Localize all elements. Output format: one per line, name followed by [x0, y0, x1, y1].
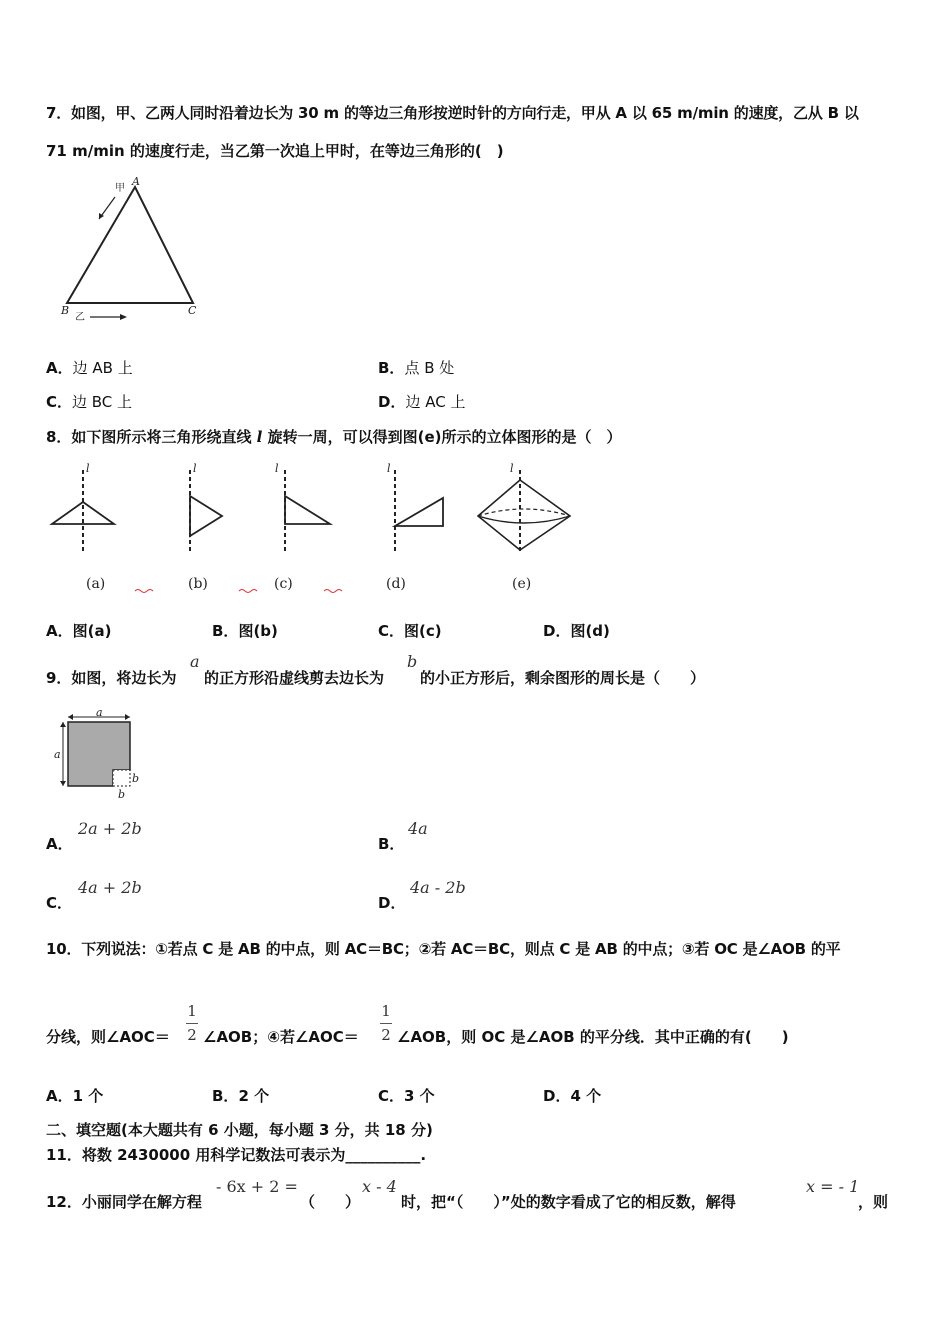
q10-frac2-den: 2: [381, 1026, 391, 1044]
q12-paren: （ ）: [300, 1193, 361, 1211]
q8-caption-b: (b): [188, 576, 208, 592]
q10-option-d[interactable]: D．4 个: [543, 1087, 602, 1105]
section-2-title: 二、填空题(本大题共有 6 小题，每小题 3 分，共 18 分): [46, 1121, 433, 1139]
q8-caption-e: (e): [512, 576, 532, 592]
q9-label-right: b: [132, 772, 140, 785]
q9-option-d-key: D．: [378, 894, 406, 912]
q12-eq-left: - 6x + 2 =: [216, 1177, 298, 1196]
q10-stem-line1: 10．下列说法：①若点 C 是 AB 的中点，则 AC＝BC；②若 AC＝BC，则点 C 是 AB 的中点；③若 OC 是∠AOB 的平: [46, 940, 841, 958]
q12-stem-part1: 12．小丽同学在解方程: [46, 1193, 202, 1211]
q12-solution: x = - 1: [806, 1177, 860, 1196]
q7-option-c[interactable]: C．边 BC 上: [46, 393, 133, 411]
q7-label-yi: 乙: [75, 312, 85, 323]
q8-figure-e: [478, 462, 570, 552]
q9-option-a-key: A．: [46, 835, 73, 853]
q9-option-c[interactable]: 4a + 2b: [78, 878, 142, 897]
q7-label-C: C: [188, 304, 197, 317]
q9-var-a: a: [190, 652, 200, 671]
q10-frac2-num: 1: [381, 1002, 391, 1020]
q8-figure-d: [387, 462, 443, 552]
q7-option-a[interactable]: A．边 AB 上: [46, 359, 133, 377]
q8-axis-label-a: l: [86, 462, 90, 475]
q9-option-c-key: C．: [46, 894, 73, 912]
q7-triangle-figure: [55, 175, 210, 325]
q7-stem-line2: 71 m/min 的速度行走，当乙第一次追上甲时，在等边三角形的( ): [46, 142, 504, 160]
q8-figure-b: [190, 462, 222, 552]
q12-stem-part2: 时，把“（ ）”处的数字看成了它的相反数，解得: [401, 1193, 736, 1211]
q8-squiggle-1: [135, 590, 153, 593]
q7-option-d[interactable]: D．边 AC 上: [378, 393, 466, 411]
q7-yi-arrowhead: [120, 314, 127, 320]
q9-option-a[interactable]: 2a + 2b: [78, 819, 142, 838]
q7-label-A: A: [132, 175, 140, 188]
q10-stem-part-b: ∠AOB；④若∠AOC＝: [203, 1028, 359, 1046]
q12-stem-part3: ，则: [858, 1193, 889, 1211]
q9-stem-part2: 的正方形沿虚线剪去边长为: [204, 669, 385, 687]
q7-option-b[interactable]: B．点 B 处: [378, 359, 455, 377]
q9-option-b-key: B．: [378, 835, 405, 853]
q10-frac2-line: [380, 1023, 392, 1024]
q8-figure-a: [52, 462, 114, 552]
q8-squiggle-2: [239, 590, 257, 593]
q9-label-left: a: [54, 748, 61, 761]
q9-square-figure: [50, 708, 150, 803]
q10-frac1-den: 2: [187, 1026, 197, 1044]
q10-stem-part-a: 分线，则∠AOC＝: [46, 1028, 170, 1046]
q9-stem-part1: 9．如图，将边长为: [46, 669, 177, 687]
q7-stem-line1: 7．如图，甲、乙两人同时沿着边长为 30 m 的等边三角形按逆时针的方向行走，甲从 A 以 65 m/min 的速度，乙从 B 以: [46, 104, 859, 122]
q10-option-a[interactable]: A．1 个: [46, 1087, 104, 1105]
q10-frac1-line: [186, 1023, 198, 1024]
q8-stem: 8．如下图所示将三角形绕直线 l 旋转一周，可以得到图(e)所示的立体图形的是（ ）: [46, 428, 622, 446]
q8-caption-a: (a): [86, 576, 106, 592]
q9-stem-part3: 的小正方形后，剩余图形的周长是（ ）: [420, 669, 706, 687]
q9-option-b[interactable]: 4a: [408, 819, 428, 838]
q8-option-c[interactable]: C．图(c): [378, 622, 442, 640]
q8-caption-c: (c): [274, 576, 293, 592]
q10-option-c[interactable]: C．3 个: [378, 1087, 435, 1105]
q12-eq-right: x - 4: [362, 1177, 397, 1196]
q10-frac1-num: 1: [187, 1002, 197, 1020]
q9-label-bottom: b: [118, 788, 126, 801]
q10-option-b[interactable]: B．2 个: [212, 1087, 270, 1105]
q11-stem: 11．将数 2430000 用科学记数法可表示为__________.: [46, 1146, 427, 1164]
q8-axis-label-c: l: [275, 462, 279, 475]
q8-axis-label-d: l: [387, 462, 391, 475]
q8-axis-label-e: l: [510, 462, 514, 475]
q8-squiggle-3: [324, 590, 342, 593]
q9-label-top: a: [96, 706, 103, 719]
q8-rotation-figures: [40, 460, 600, 600]
q8-option-b[interactable]: B．图(b): [212, 622, 278, 640]
q7-label-jia: 甲: [115, 183, 125, 194]
q8-option-a[interactable]: A．图(a): [46, 622, 112, 640]
q7-label-B: B: [61, 304, 70, 317]
q9-option-d[interactable]: 4a - 2b: [410, 878, 466, 897]
q8-axis-label-b: l: [193, 462, 197, 475]
q9-var-b: b: [407, 652, 418, 671]
q8-option-d[interactable]: D．图(d): [543, 622, 610, 640]
q8-caption-d: (d): [386, 576, 406, 592]
q10-stem-part-c: ∠AOB，则 OC 是∠AOB 的平分线．其中正确的有( ): [397, 1028, 789, 1046]
q8-figure-c: [275, 462, 330, 552]
